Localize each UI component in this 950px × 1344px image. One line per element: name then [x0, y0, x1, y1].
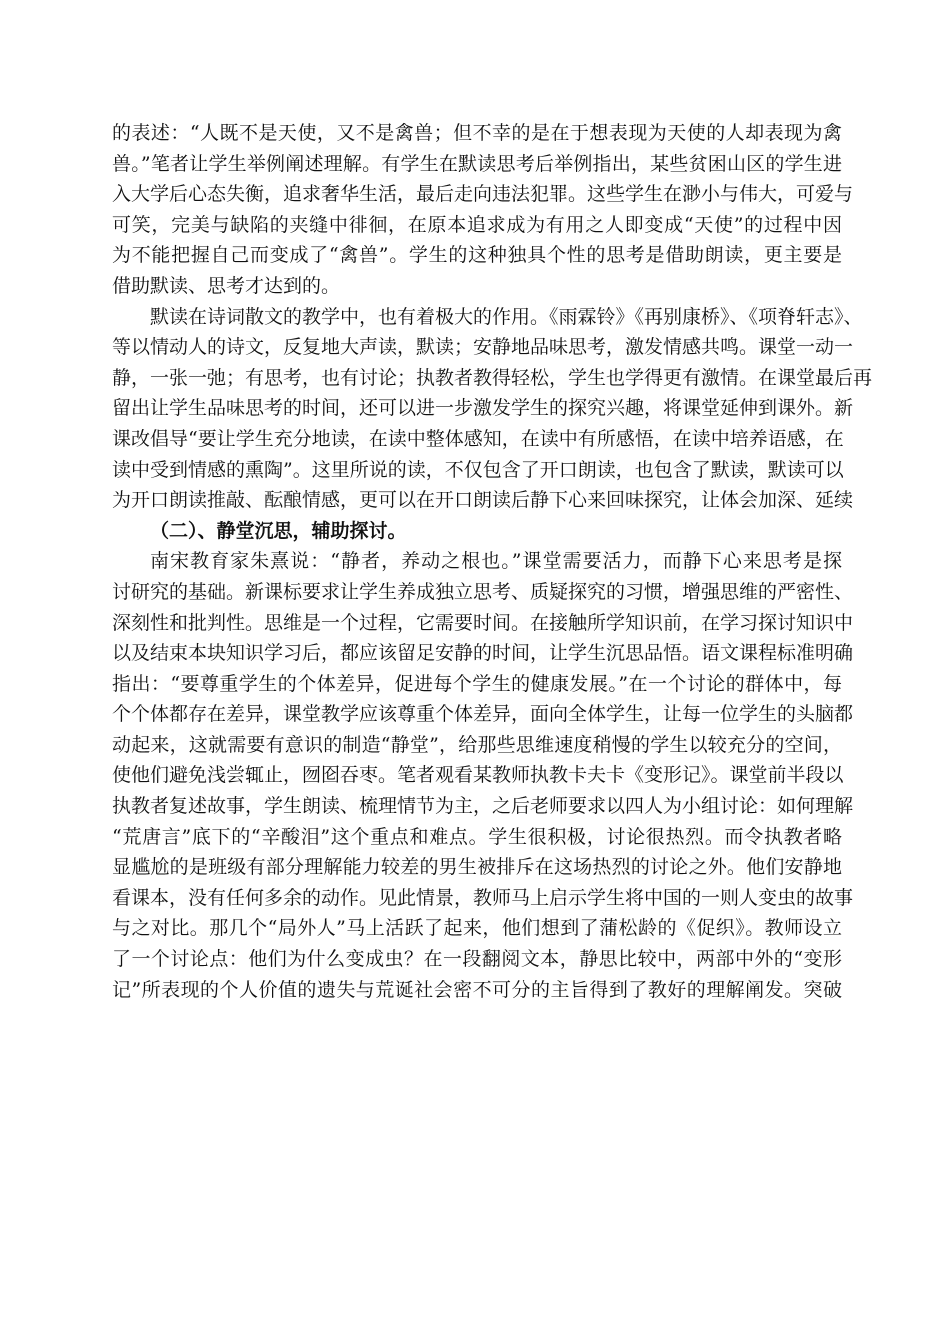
paragraph-1-line: 为不能把握自己而变成了“禽兽”。学生的这种独具个性的思考是借助朗读，更主要是 — [112, 244, 842, 267]
paragraph-3-line: “荒唐言”底下的“辛酸泪”这个重点和难点。学生很积极，讨论很热烈。而令执教者略 — [112, 825, 842, 848]
paragraph-2-line: 读中受到情感的熏陶”。这里所说的读，不仅包含了开口朗读，也包含了默读，默读可以 — [112, 458, 844, 481]
paragraph-2-line: 留出让学生品味思考的时间，还可以进一步激发学生的探究兴趣，将课堂延伸到课外。新 — [112, 397, 854, 420]
paragraph-3-line: 讨研究的基础。新课标要求让学生养成独立思考、质疑探究的习惯，增强思维的严密性、 — [112, 580, 854, 603]
paragraph-3-line: 使他们避免浅尝辄止，囫囵吞枣。笔者观看某教师执教卡夫卡《变形记》。课堂前半段以 — [112, 764, 844, 787]
paragraph-1-line: 的表述：“人既不是天使，又不是禽兽；但不幸的是在于想表现为天使的人却表现为禽 — [112, 122, 842, 144]
paragraph-2-line: 默读在诗词散文的教学中，也有着极大的作用。《雨霖铃》《再别康桥》、《项脊轩志》、 — [150, 305, 863, 328]
paragraph-3-line: 个个体都存在差异，课堂教学应该尊重个体差异，面向全体学生，让每一位学生的头脑都 — [112, 703, 854, 726]
paragraph-3-line: 与之对比。那几个“局外人”马上活跃了起来，他们想到了蒲松龄的《促织》。教师设立 — [112, 917, 842, 940]
paragraph-3-line: 记”所表现的个人价值的遗失与荒诞社会密不可分的主旨得到了教好的理解阐发。突破 — [112, 978, 842, 1001]
paragraph-3-line: 动起来，这就需要有意识的制造“静堂”，给那些思维速度稍慢的学生以较充分的空间， — [112, 733, 842, 756]
paragraph-1-line: 借助默读、思考才达到的。 — [112, 274, 341, 297]
paragraph-3-line: 以及结束本块知识学习后，都应该留足安静的时间，让学生沉思品悟。语文课程标准明确 — [112, 642, 854, 665]
paragraph-2-line: 为开口朗读推敲、酝酿情感，更可以在开口朗读后静下心来回味探究，让体会加深、延续 — [112, 489, 854, 512]
paragraph-3-line: 深刻性和批判性。思维是一个过程，它需要时间。在接触所学知识前，在学习探讨知识中 — [112, 611, 854, 634]
paragraph-3-line: 显尴尬的是班级有部分理解能力较差的男生被排斥在这场热烈的讨论之外。他们安静地 — [112, 856, 842, 879]
paragraph-2-line: 等以情动人的诗文，反复地大声读，默读；安静地品味思考，激发情感共鸣。课堂一动一 — [112, 336, 854, 359]
paragraph-3-line: 了一个讨论点：他们为什么变成虫？在一段翻阅文本，静思比较中，两部中外的“变形 — [112, 948, 842, 971]
paragraph-3-line: 南宋教育家朱熹说：“静者，养动之根也。”课堂需要活力，而静下心来思考是探 — [150, 550, 842, 573]
paragraph-3-line: 看课本，没有任何多余的动作。见此情景，教师马上启示学生将中国的一则人变虫的故事 — [112, 886, 854, 909]
paragraph-2-line: 静，一张一弛；有思考，也有讨论；执教者教得轻松，学生也学得更有激情。在课堂最后再 — [112, 366, 873, 389]
paragraph-3-line: 指出：“要尊重学生的个体差异，促进每个学生的健康发展。”在一个讨论的群体中，每 — [112, 672, 842, 695]
section-heading: （二）、静堂沉思，辅助探讨。 — [150, 519, 407, 542]
paragraph-2-line: 课改倡导“要让学生充分地读，在读中整体感知，在读中有所感悟，在读中培养语感，在 — [112, 427, 844, 450]
document-body — [112, 118, 873, 1005]
paragraph-1-line: 可笑，完美与缺陷的夹缝中徘徊，在原本追求成为有用之人即变成“天使”的过程中因 — [112, 213, 842, 236]
paragraph-1-line: 兽。”笔者让学生举例阐述理解。有学生在默读思考后举例指出，某些贫困山区的学生进 — [112, 152, 842, 175]
paragraph-1-line: 入大学后心态失衡，追求奢华生活，最后走向违法犯罪。这些学生在渺小与伟大，可爱与 — [112, 183, 854, 206]
paragraph-3-line: 执教者复述故事，学生朗读、梳理情节为主，之后老师要求以四人为小组讨论：如何理解 — [112, 795, 854, 818]
